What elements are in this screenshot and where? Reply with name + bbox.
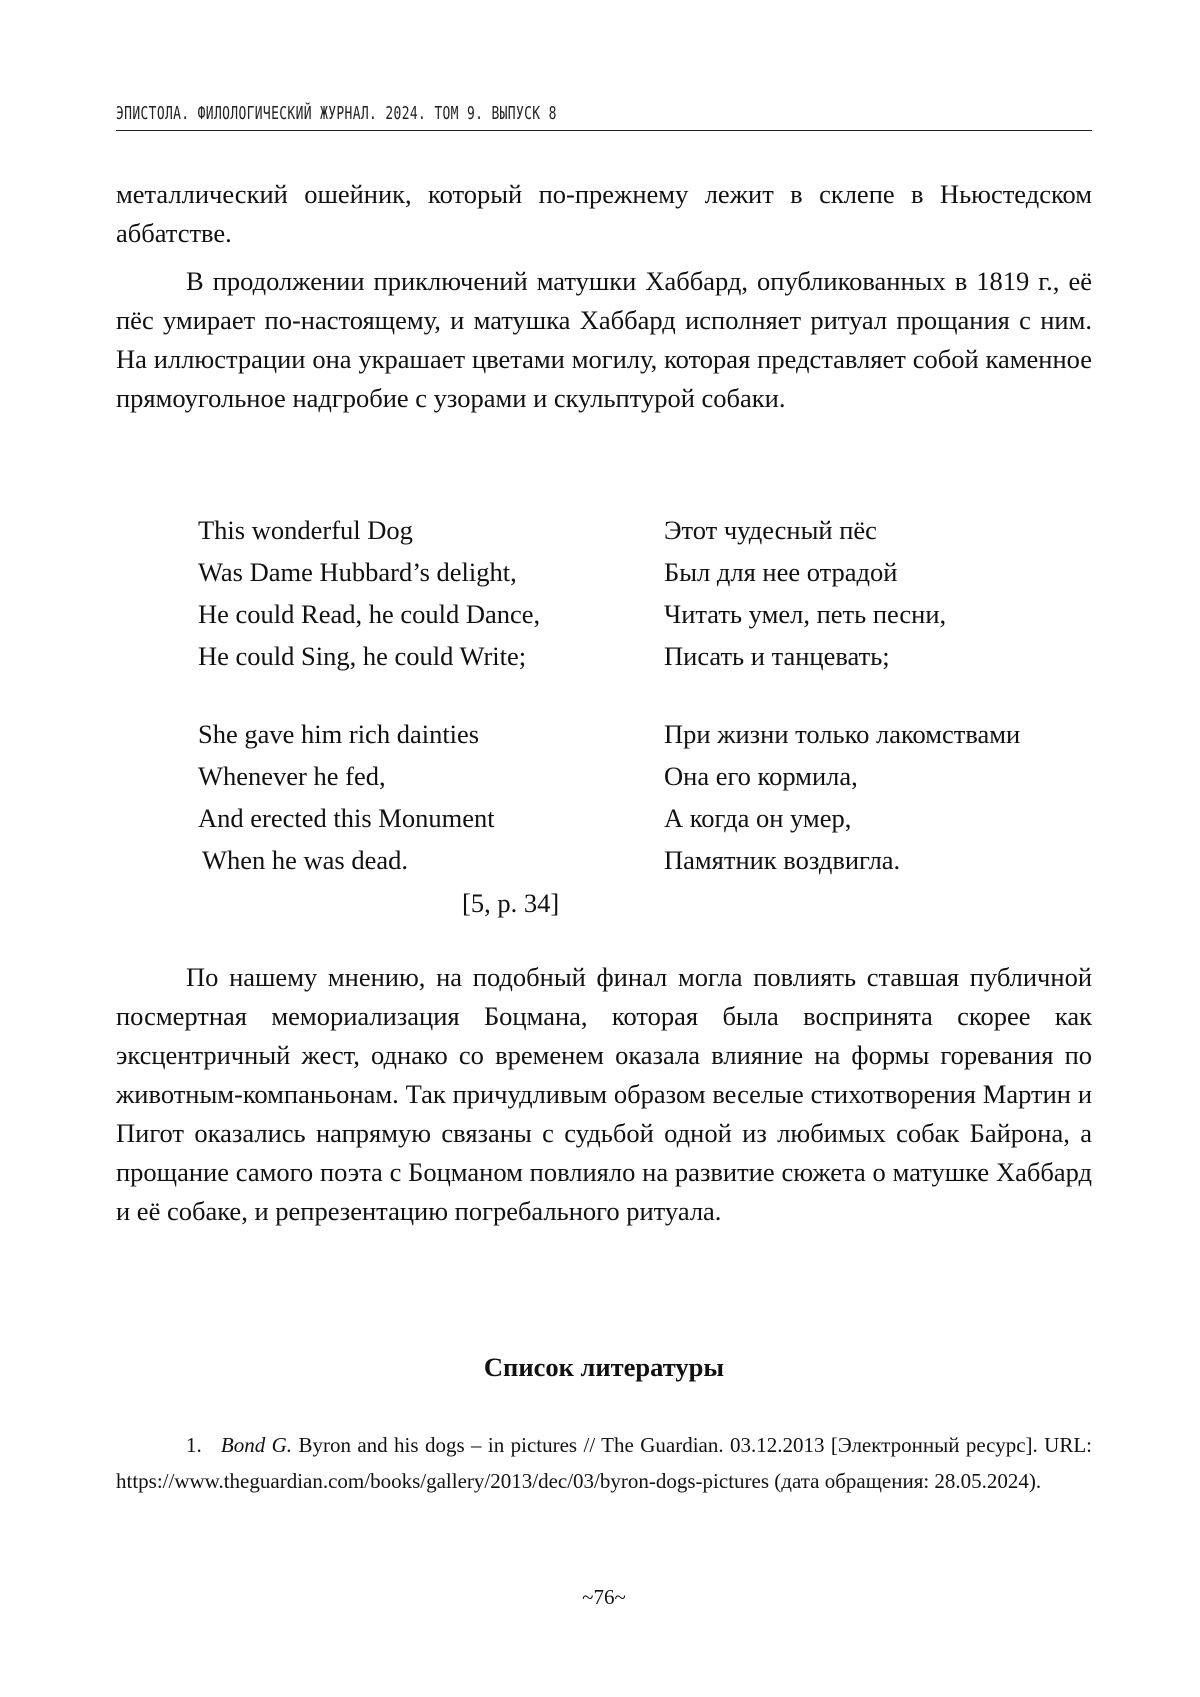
poem-line: He could Read, he could Dance, (198, 599, 541, 629)
poem-line: When he was dead. (202, 845, 409, 875)
poem-english-stanza-1 (198, 509, 540, 677)
poem-line: Читать умел, петь песни, (664, 599, 947, 629)
poem-line: Was Dame Hubbard’s delight, (198, 557, 517, 587)
journal-title: ЭПИСТОЛА. ФИЛОЛОГИЧЕСКИЙ ЖУРНАЛ. 2024. ТОМ 9. ВЫПУСК 8 (116, 103, 557, 124)
poem-line: Она его кормила, (664, 761, 858, 791)
reference-text: Byron and his dogs – in pictures // The Guardian. 03.12.2013 [Электронный ресурс]. URL: https://www.theguardian.com/books/gallery/2013/dec/03/byron-dogs-pictures (дата обращения: 28.05.2024). (116, 1433, 1093, 1493)
poem-line: Whenever he fed, (198, 761, 386, 791)
page-number: ~76~ (582, 1585, 626, 1609)
poem-russian-stanza-1 (664, 509, 946, 677)
body-paragraph-conclusion: По нашему мнению, на подобный финал могла повлиять ставшая публичной посмертная мемориализация Боцмана, которая была воспринята скорее как эксцентричный жест, однако со временем оказала влияние на формы горевания по животным-компаньонам. Так причудливым образом веселые стихотворения Мартин и Пигот оказались напрямую связаны с судьбой одной из любимых собак Байрона, а прощание самого поэта с Боцманом повлияло на развитие сюжета о матушке Хаббард и её собаке, и репрезентацию погребального ритуала. (116, 962, 1092, 1226)
poem-line: А когда он умер, (664, 803, 852, 833)
poem-russian-stanza-2 (664, 713, 1020, 881)
poem-line: Этот чудесный пёс (664, 515, 877, 545)
poem-line: And erected this Monument (198, 803, 495, 833)
body-paragraph-continued: металлический ошейник, который по-прежнему лежит в склепе в Ньюстедском аббатстве. (116, 179, 1092, 248)
poem-line: This wonderful Dog (198, 515, 413, 545)
poem-line: При жизни только лакомствами (664, 719, 1021, 749)
running-header (116, 96, 1092, 131)
body-paragraph-hubbard-sequel: В продолжении приключений матушки Хаббард, опубликованных в 1819 г., её пёс умирает по-настоящему, и матушка Хаббард исполняет ритуал прощания с ним. На иллюстрации она украшает цветами могилу, которая представляет собой каменное прямоугольное надгробие с узорами и скульптурой собаки. (116, 266, 1092, 413)
poem-english-stanza-2 (198, 713, 495, 881)
reference-item (116, 1427, 1092, 1499)
reference-author: Bond G. (220, 1433, 293, 1457)
poem-line: She gave him rich dainties (198, 719, 480, 749)
poem-line: Памятник воздвигла. (664, 845, 901, 875)
poem-line: He could Sing, he could Write; (198, 641, 527, 671)
reference-number: 1. (186, 1433, 202, 1457)
poem-line: Был для нее отрадой (664, 557, 898, 587)
poem-line: Писать и танцевать; (664, 641, 890, 671)
references-heading: Список литературы (483, 1352, 725, 1382)
poem-citation: [5, p. 34] (462, 888, 560, 918)
